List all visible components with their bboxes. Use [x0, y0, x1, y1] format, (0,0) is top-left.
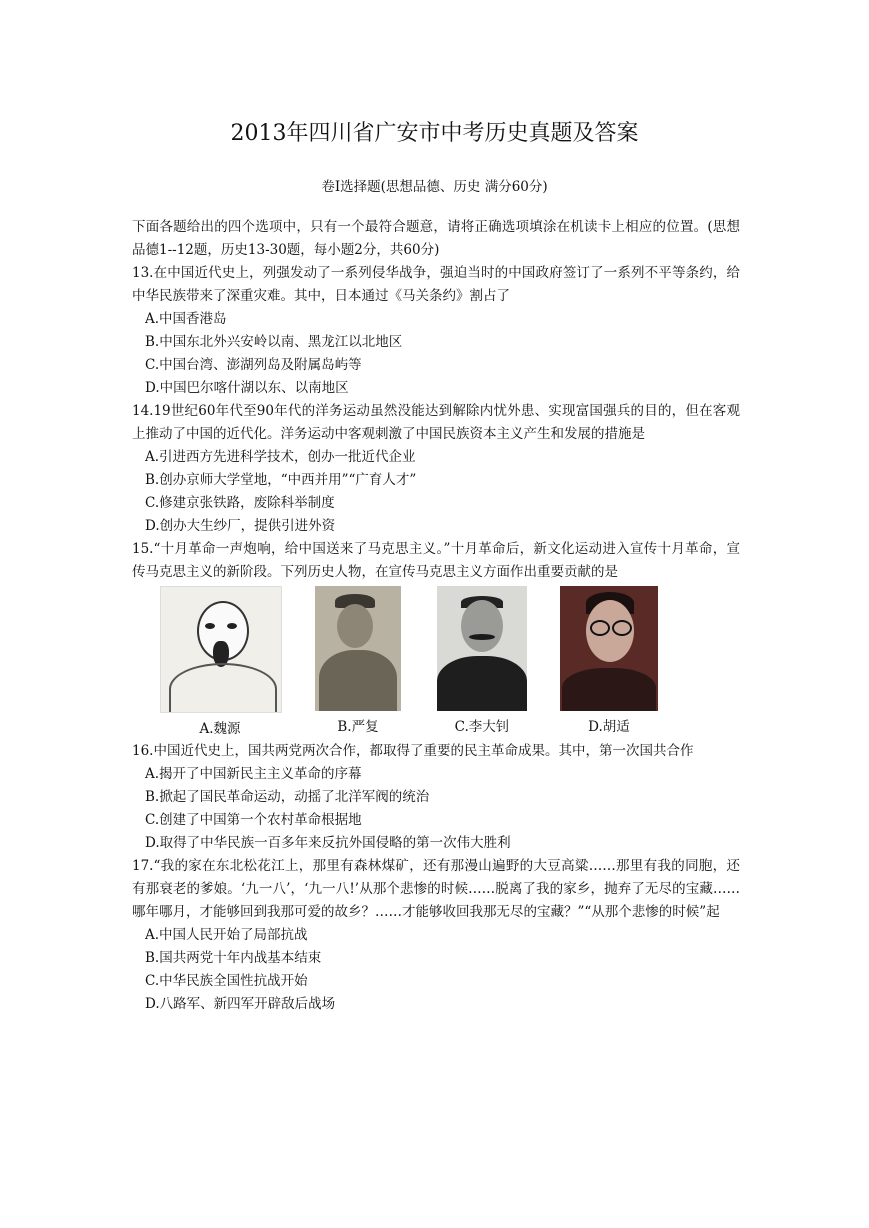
portrait-c	[437, 586, 527, 737]
instructions: 下面各题给出的四个选项中，只有一个最符合题意，请将正确选项填涂在机读卡上相应的位置。(思想品德1--12题，历史13-30题，每小题2分，共60分)	[132, 219, 740, 258]
portrait-a	[160, 586, 280, 739]
portrait-li-dazhao-image	[437, 586, 527, 711]
document-title: 2013年四川省广安市中考历史真题及答案	[230, 121, 639, 146]
question-16-option-b: B.掀起了国民革命运动，动摇了北洋军阀的统治	[145, 789, 430, 805]
question-13-option-c: C.中国台湾、澎湖列岛及附属岛屿等	[145, 357, 362, 373]
question-16-option-d: D.取得了中华民族一百多年来反抗外国侵略的第一次伟大胜利	[145, 835, 511, 851]
portrait-hu-shi-image	[560, 586, 658, 711]
question-14-option-c: C.修建京张铁路，废除科举制度	[145, 495, 335, 511]
portrait-a-caption: A.魏源	[199, 721, 241, 737]
question-14-stem: 14.19世纪60年代至90年代的洋务运动虽然没能达到解除内忧外患、实现富国强兵的目的，但在客观上推动了中国的近代化。洋务运动中客观刺激了中国民族资本主义产生和发展的措施是	[132, 403, 740, 442]
question-14-option-a: A.引进西方先进科学技术，创办一批近代企业	[145, 449, 416, 465]
question-13-option-a: A.中国香港岛	[145, 311, 227, 327]
portrait-d	[560, 586, 658, 737]
portrait-yan-fu-image	[315, 586, 401, 711]
question-17-option-d: D.八路军、新四军开辟敌后战场	[145, 996, 336, 1012]
section-subtitle: 卷Ⅰ选择题(思想品德、历史 满分60分)	[321, 179, 548, 195]
question-17-option-c: C.中华民族全国性抗战开始	[145, 973, 308, 989]
question-14-option-b: B.创办京师大学堂地，“中西并用”“广育人才”	[145, 472, 417, 488]
question-14-option-d: D.创办大生纱厂，提供引进外资	[145, 518, 336, 534]
question-16-stem: 16.中国近代史上，国共两党两次合作，都取得了重要的民主革命成果。其中，第一次国共合作	[132, 743, 694, 759]
question-13-stem: 13.在中国近代史上，列强发动了一系列侵华战争，强迫当时的中国政府签订了一系列不平等条约，给中华民族带来了深重灾难。其中，日本通过《马关条约》割占了	[132, 265, 740, 304]
portrait-wei-yuan-image	[160, 586, 282, 713]
question-17-option-b: B.国共两党十年内战基本结束	[145, 950, 322, 966]
portrait-d-caption: D.胡适	[588, 719, 630, 735]
question-content	[132, 216, 740, 1016]
portrait-row	[132, 586, 740, 740]
portrait-b	[315, 586, 401, 737]
portrait-c-caption: C.李大钊	[454, 719, 510, 735]
question-16-option-c: C.创建了中国第一个农村革命根据地	[145, 812, 362, 828]
question-16-option-a: A.揭开了中国新民主主义革命的序幕	[145, 766, 362, 782]
question-13-option-b: B.中国东北外兴安岭以南、黑龙江以北地区	[145, 334, 403, 350]
question-17-option-a: A.中国人民开始了局部抗战	[145, 927, 308, 943]
question-13-option-d: D.中国巴尔喀什湖以东、以南地区	[145, 380, 349, 396]
portrait-b-caption: B.严复	[337, 719, 379, 735]
question-17-stem: 17.“我的家在东北松花江上，那里有森林煤矿，还有那漫山遍野的大豆高粱……那里有我的同胞，还有那衰老的爹娘。‘九一八’，‘九一八!’从那个悲惨的时候……脱离了我的家乡，抛弃了无尽的宝藏……哪年哪月，才能够回到我那可爱的故乡？……才能够收回我那无尽的宝藏？”“从那个悲惨的时候”起	[132, 858, 740, 920]
question-15-stem: 15.“十月革命一声炮响，给中国送来了马克思主义。”十月革命后，新文化运动进入宣传十月革命，宣传马克思主义的新阶段。下列历史人物，在宣传马克思主义方面作出重要贡献的是	[132, 541, 740, 580]
